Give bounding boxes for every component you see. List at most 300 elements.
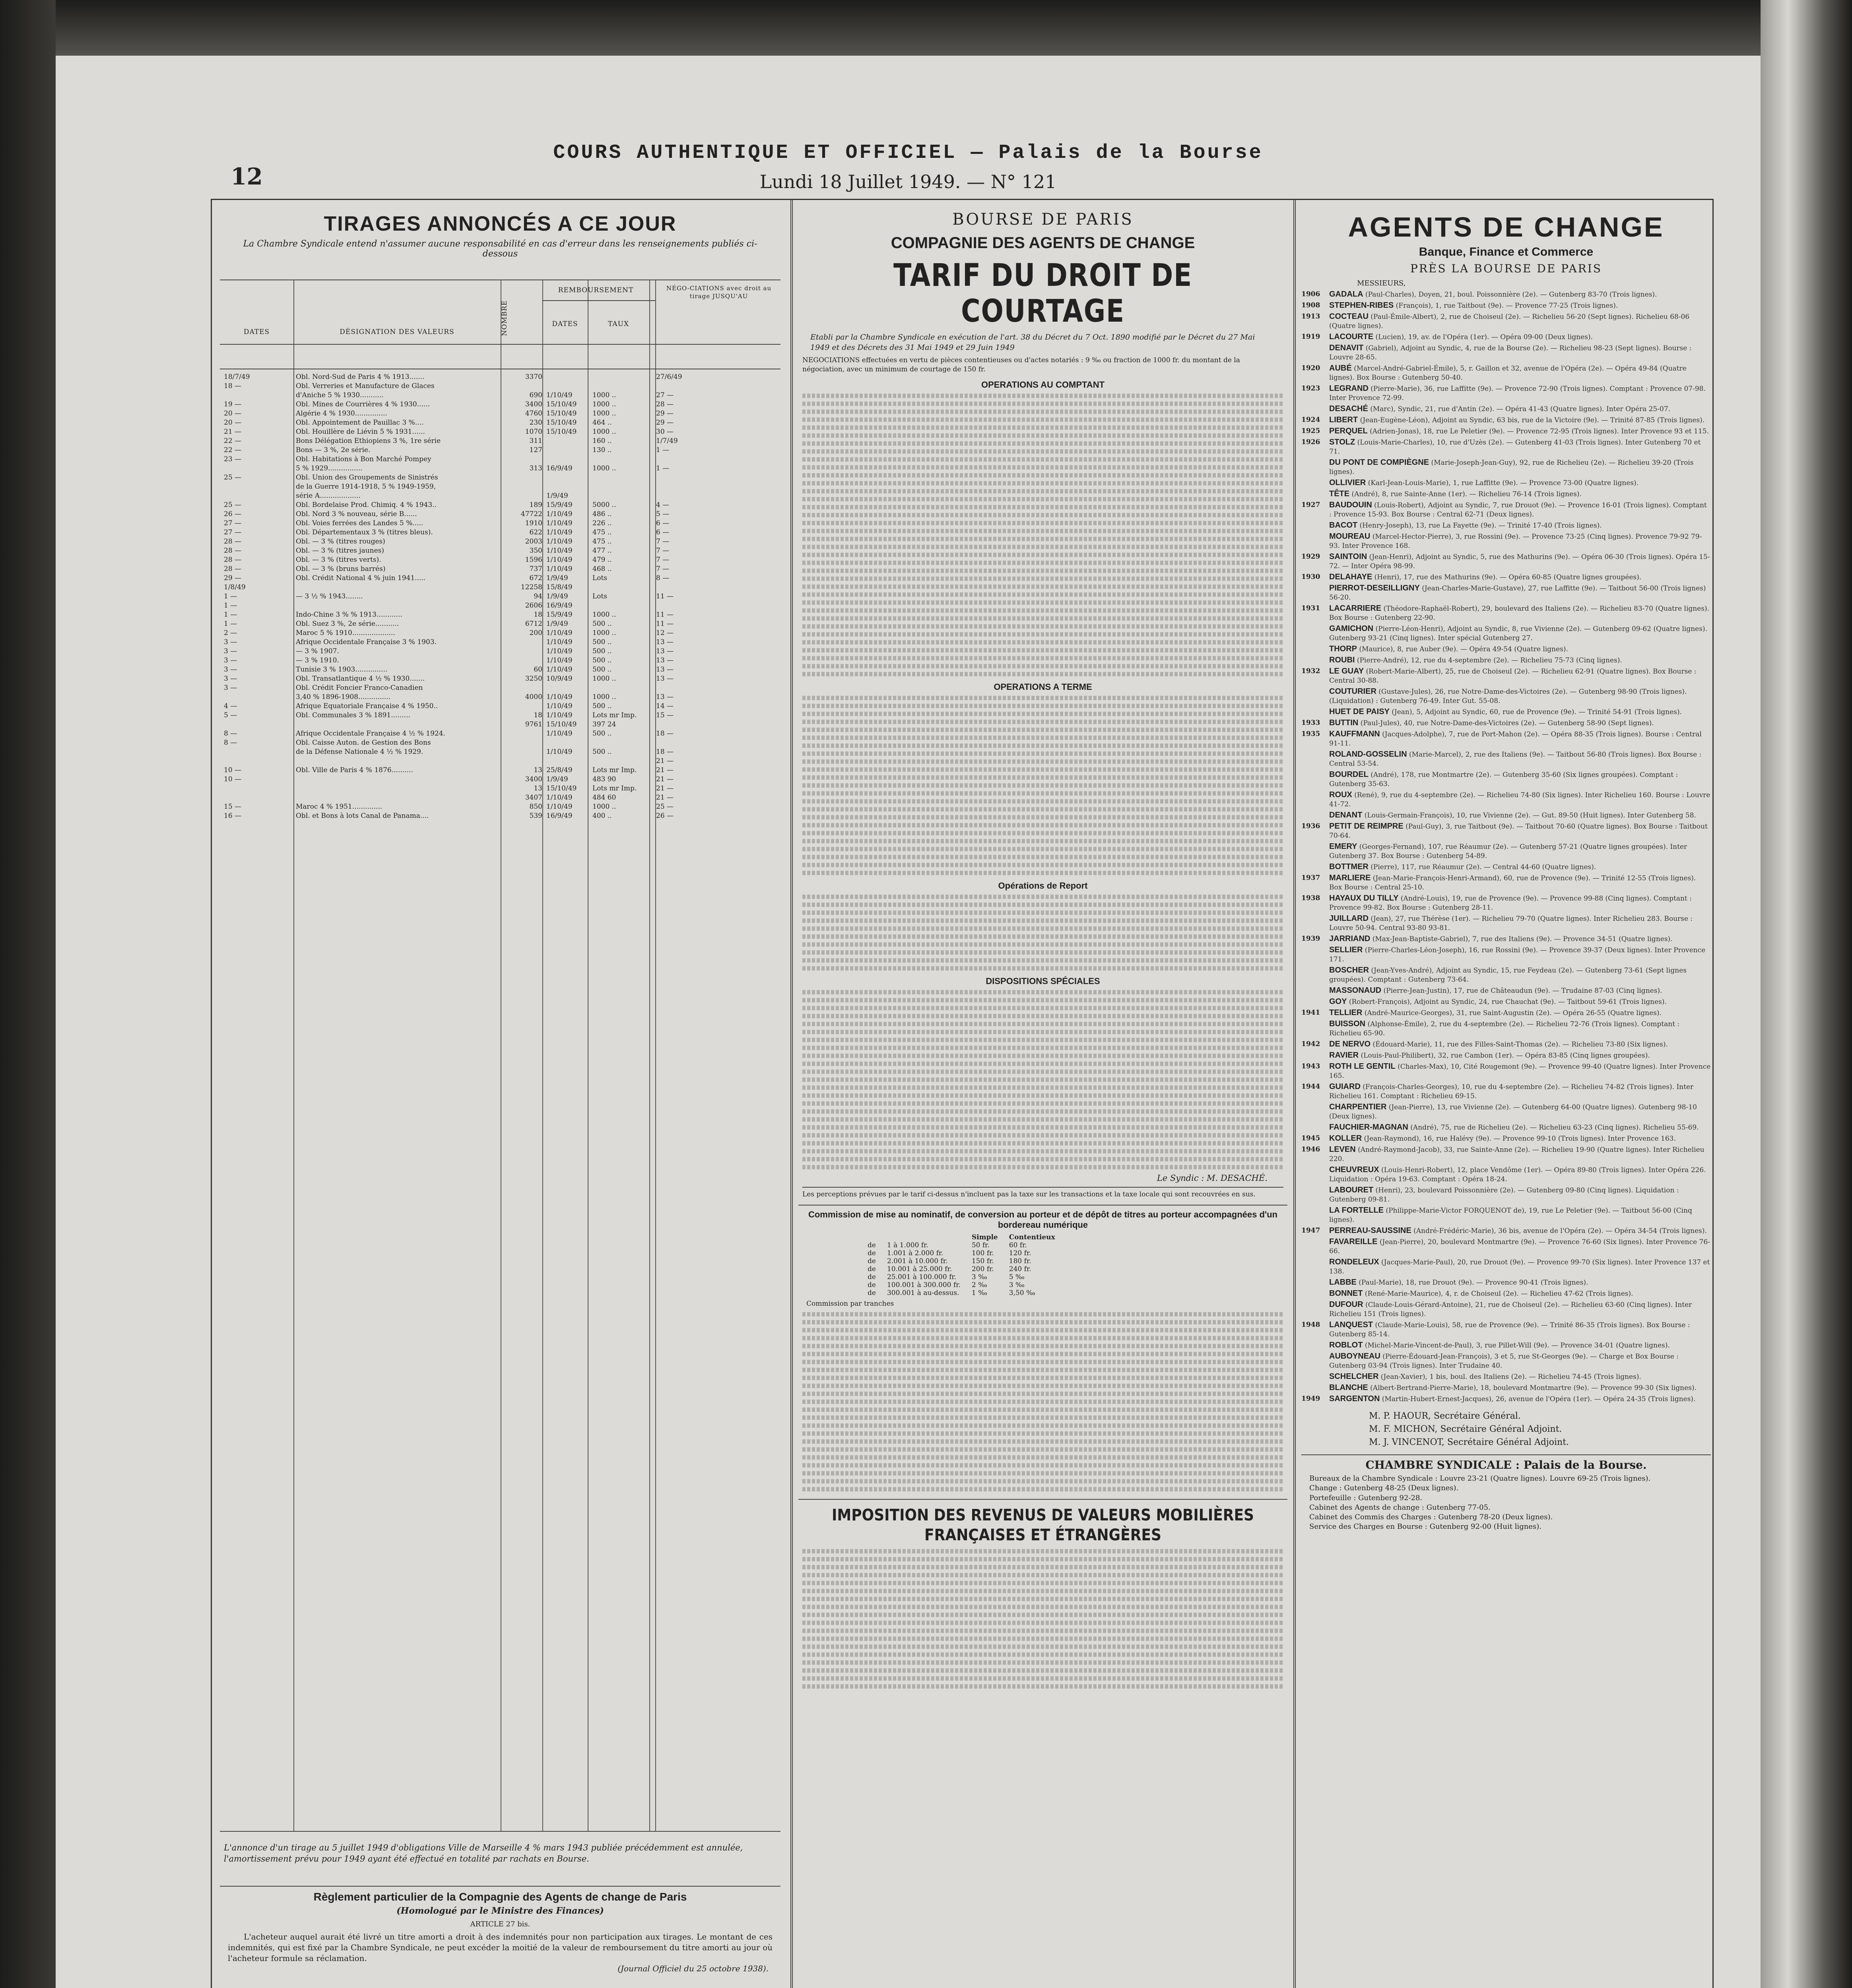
table-cell: 500 .. <box>592 702 612 710</box>
table-cell: Obl. Houillère de Liévin 5 % 1931...... <box>296 428 425 436</box>
table-row <box>220 683 780 693</box>
agent-year <box>1301 1300 1329 1319</box>
agent-details: (Paul-Charles), Doyen, 21, boul. Poissonnière (2e). — Gutenberg 83-70 (Trois lignes). <box>1363 291 1657 299</box>
agent-year <box>1301 986 1329 996</box>
agent-name: MARLIERE <box>1329 874 1371 882</box>
table-cell: Obl. Transatlantique 4 ½ % 1930....... <box>296 675 425 683</box>
table-cell: 468 .. <box>592 565 612 573</box>
table-cell: 25/8/49 <box>546 766 573 774</box>
commission-cell: 120 fr. <box>1009 1249 1031 1258</box>
agent-body <box>1329 552 1711 571</box>
table-cell: 21 — <box>224 428 242 436</box>
table-cell: 21 — <box>656 794 674 802</box>
table-row <box>220 491 780 501</box>
table-row <box>220 647 780 656</box>
table-cell: 23 — <box>224 455 242 463</box>
table-cell <box>501 491 544 501</box>
table-cell: Obl. Bordelaise Prod. Chimiq. 4 % 1943.. <box>296 501 437 509</box>
table-cell <box>501 473 544 482</box>
agent-body <box>1329 573 1711 582</box>
table-cell: Obl. — 3 % (titres verts). <box>296 556 381 564</box>
table-cell: 27 — <box>224 519 242 527</box>
table-cell: 16/9/49 <box>546 812 573 820</box>
agent-year: 1944 <box>1301 1083 1320 1091</box>
agent-body <box>1329 770 1711 789</box>
table-cell: 8 — <box>224 739 237 747</box>
agent-body <box>1329 1186 1711 1204</box>
agent-body <box>1329 874 1711 892</box>
agent-year <box>1301 1289 1329 1299</box>
agent-details: (Jacques-Adolphe), 7, rue de Port-Mahon (2e). — Opéra 88-35 (Trois lignes). Bourse : Central 91-11. <box>1329 730 1702 747</box>
content-frame <box>211 199 1714 1988</box>
agent-entry <box>1301 986 1711 996</box>
agent-entry <box>1301 966 1711 984</box>
table-cell: 28 — <box>224 556 242 564</box>
table-cell: 622 <box>529 528 542 536</box>
compagnie-title: COMPAGNIE DES AGENTS DE CHANGE <box>891 234 1195 252</box>
agent-entry <box>1301 790 1711 809</box>
agent-name: BAUDOUIN <box>1329 501 1372 509</box>
agent-year <box>1301 790 1329 809</box>
agent-name: CHEUVREUX <box>1329 1165 1379 1174</box>
agent-year: 1941 <box>1301 1009 1320 1017</box>
agent-year <box>1301 966 1329 984</box>
table-cell <box>652 473 712 482</box>
table-row <box>220 629 780 638</box>
agent-details: (Pierre-Charles-Léon-Joseph), 16, rue Rossini (9e). — Provence 39-37 (Deux lignes). Inter Provence 171. <box>1329 946 1706 963</box>
table-cell: 397 24 <box>592 720 616 728</box>
table-row <box>220 665 780 674</box>
agent-body <box>1329 1320 1711 1339</box>
agent-body <box>1329 750 1711 769</box>
table-cell: 1/10/49 <box>546 730 573 738</box>
agent-body <box>1329 790 1711 809</box>
reglement-section <box>220 1886 780 1973</box>
agent-body <box>1329 301 1711 311</box>
agent-entry <box>1301 404 1711 414</box>
agent-details: (Jean), 27, rue Thérèse (1er). — Richelieu 79-70 (Quatre lignes). Inter Richelieu 283. Bourse : Louvre 50-94. Central 93-80 93-81. <box>1329 915 1693 932</box>
table-cell: Afrique Occidentale Française 4 ½ % 1924. <box>296 730 445 738</box>
agent-details: (Jean), 5, Adjoint au Syndic, 60, rue de Provence (9e). — Trinité 54-91 (Trois lignes). <box>1389 708 1682 716</box>
agent-details: (Pierre-André), 12, rue du 4-septembre (2e). — Richelieu 75-73 (Cinq lignes). <box>1355 656 1622 664</box>
imposition-title: IMPOSITION DES REVENUS DE VALEURS MOBILIÈRES FRANÇAISES ET ÉTRANGÈRES <box>832 1506 1254 1545</box>
agent-year: 1946 <box>1301 1145 1320 1153</box>
agent-entry <box>1301 811 1711 820</box>
agent-body <box>1329 997 1711 1007</box>
agent-details: (Paul-Guy), 3, rue Taitbout (9e). — Taitbout 70-60 (Quatre lignes). Box Bourse : Taitbout 70-64. <box>1329 823 1708 840</box>
agent-entry <box>1301 415 1711 425</box>
tirages-note: La Chambre Syndicale entend n'assumer aucune responsabilité en cas d'erreur dans les renseignements publiés ci-dessous <box>243 239 757 259</box>
newspaper-page <box>56 56 1761 1988</box>
agent-year <box>1301 707 1329 717</box>
table-cell: 2 — <box>224 629 237 637</box>
agent-body <box>1329 521 1711 530</box>
table-cell: 313 <box>529 464 542 472</box>
agent-name: LA FORTELLE <box>1329 1206 1384 1215</box>
agent-details: (Pierre-Jean-Justin), 17, rue de Châteaudun (9e). — Trudaine 87-03 (Cinq lignes). <box>1381 987 1662 995</box>
table-row <box>220 601 780 610</box>
agent-body <box>1329 667 1711 685</box>
table-cell: 21 — <box>656 757 674 765</box>
table-cell: 1000 .. <box>592 410 616 417</box>
table-cell: 21 — <box>656 784 674 792</box>
agent-year <box>1301 862 1329 872</box>
agent-name: JUILLARD <box>1329 914 1369 923</box>
agent-name: DESACHÉ <box>1329 404 1368 413</box>
table-cell <box>590 738 652 747</box>
table-cell: 1/10/49 <box>546 666 573 674</box>
table-cell: 850 <box>529 803 542 811</box>
agent-details: (Louis-Germain-François), 10, rue Vivienne (2e). — Gut. 89-50 (Huit lignes). Inter Gutenberg 58. <box>1362 812 1696 819</box>
table-cell <box>220 784 293 793</box>
commission-cell: 100.001 à 300.000 fr. <box>887 1281 961 1289</box>
agent-name: SARGENTON <box>1329 1394 1380 1403</box>
agent-name: COCTEAU <box>1329 312 1369 321</box>
agent-entry <box>1301 458 1711 477</box>
table-cell: 13 <box>534 784 542 792</box>
comptant-text-block <box>802 394 1283 676</box>
agent-name: LANQUEST <box>1329 1320 1373 1329</box>
commission-cell: 60 fr. <box>1009 1241 1027 1250</box>
agent-entry <box>1301 1226 1711 1236</box>
table-cell: 464 .. <box>592 419 612 427</box>
table-cell: 1000 .. <box>592 611 616 619</box>
table-cell <box>590 491 652 501</box>
table-cell: 6 — <box>656 528 670 536</box>
agent-year: 1949 <box>1301 1395 1320 1403</box>
table-cell: 130 .. <box>592 446 612 454</box>
agent-details: (Lucien), 19, av. de l'Opéra (1er). — Opéra 09-00 (Deux lignes). <box>1373 333 1593 341</box>
table-row <box>220 638 780 647</box>
table-cell: série A................... <box>296 492 361 500</box>
agent-entry <box>1301 1372 1711 1382</box>
table-row <box>220 583 780 592</box>
table-cell: 5 — <box>224 711 237 719</box>
reglement-article: ARTICLE 27 bis. <box>470 1920 530 1928</box>
table-cell: 16/9/49 <box>546 602 573 610</box>
table-cell: 1 — <box>224 620 237 628</box>
table-row <box>220 382 780 391</box>
table-cell: 3 — <box>224 666 237 674</box>
agent-year: 1929 <box>1301 553 1320 561</box>
table-cell: Lots mr Imp. <box>592 766 637 774</box>
commission-header-cell <box>862 1233 881 1241</box>
agent-details: (André), 75, rue de Richelieu (2e). — Richelieu 63-23 (Cinq lignes). Richelieu 55-69. <box>1408 1124 1699 1132</box>
table-cell <box>220 720 293 729</box>
speciales-text-block <box>802 990 1283 1169</box>
table-row <box>220 455 780 464</box>
agent-entry <box>1301 501 1711 519</box>
agents-column <box>1297 200 1715 1988</box>
table-cell: 15/9/49 <box>546 611 573 619</box>
agent-body <box>1329 811 1711 820</box>
agent-body <box>1329 656 1711 665</box>
agent-entry <box>1301 478 1711 488</box>
table-cell <box>501 747 544 757</box>
table-cell: 500 .. <box>592 730 612 738</box>
table-cell <box>590 382 652 391</box>
agent-name: MOUREAU <box>1329 532 1371 541</box>
table-cell: Lots mr Imp. <box>592 711 637 719</box>
report-text-block <box>802 895 1283 971</box>
table-cell: 12 — <box>656 629 674 637</box>
table-cell: 5 — <box>656 510 670 518</box>
agent-name: GAMICHON <box>1329 624 1374 633</box>
agent-details: (Georges-Fernand), 107, rue Réaumur (2e). — Gutenberg 57-21 (Quatre lignes groupées). Inter Gutenberg 37. Box Bourse : Gutenberg 54-89. <box>1329 843 1687 860</box>
table-row <box>220 757 780 766</box>
table-cell: 25 — <box>224 474 242 481</box>
table-cell: 13 — <box>656 675 674 683</box>
commission-cell: 5 ‰ <box>1009 1273 1025 1281</box>
commission-cell: 240 fr. <box>1009 1265 1031 1274</box>
agent-entry <box>1301 862 1711 872</box>
table-row <box>220 555 780 565</box>
agent-name: BONNET <box>1329 1289 1363 1298</box>
table-row <box>220 592 780 601</box>
agent-entry <box>1301 384 1711 403</box>
table-cell <box>293 720 501 729</box>
table-row <box>220 693 780 702</box>
agent-year: 1935 <box>1301 730 1320 738</box>
agent-entry <box>1301 842 1711 861</box>
agent-year: 1948 <box>1301 1321 1320 1329</box>
table-cell: 26 — <box>656 812 674 820</box>
table-cell: Obl. Suez 3 %, 2e série........... <box>296 620 399 628</box>
table-cell <box>220 464 293 473</box>
table-cell: 1/10/49 <box>546 711 573 719</box>
table-cell: Obl. Habitations à Bon Marché Pompey <box>296 455 431 463</box>
table-row <box>220 674 780 683</box>
table-cell: 1/10/49 <box>546 556 573 564</box>
table-cell: Obl. Mines de Courrières 4 % 1930...... <box>296 400 430 408</box>
table-cell: 127 <box>529 446 542 454</box>
agent-year: 1943 <box>1301 1062 1320 1070</box>
table-cell: de la Guerre 1914-1918, 5 % 1949-1959, <box>296 483 436 491</box>
agent-entry <box>1301 332 1711 342</box>
table-cell: 18 — <box>656 730 674 738</box>
agent-body <box>1329 489 1711 499</box>
agent-entry <box>1301 1237 1711 1256</box>
agent-year: 1913 <box>1301 313 1320 320</box>
agent-year <box>1301 687 1329 706</box>
agent-entry <box>1301 1062 1711 1081</box>
agent-name: KAUFFMANN <box>1329 730 1380 738</box>
table-cell: — 3 % 1907. <box>296 647 339 655</box>
table-cell: 500 .. <box>592 666 612 674</box>
agent-name: THORP <box>1329 645 1357 653</box>
table-cell <box>220 793 293 802</box>
agent-year: 1927 <box>1301 501 1320 509</box>
table-cell: 1 — <box>224 592 237 600</box>
agent-details: (André-Maurice-Georges), 31, rue Saint-Augustin (2e). — Opéra 26-55 (Quatre lignes). <box>1362 1009 1662 1017</box>
agent-entry <box>1301 1145 1711 1164</box>
table-cell: 9761 <box>525 720 542 728</box>
table-cell: 5000 .. <box>592 501 616 509</box>
table-cell: 1000 .. <box>592 464 616 472</box>
section-comptant: OPERATIONS AU COMPTANT <box>981 380 1105 390</box>
agent-details: (Théodore-Raphaël-Robert), 29, boulevard des Italiens (2e). — Richelieu 83-70 (Quatre lignes). Box Bourse : Gutenberg 22-90. <box>1329 605 1710 622</box>
table-cell: 47722 <box>520 510 542 518</box>
agent-year <box>1301 344 1329 362</box>
agent-name: ROTH LE GENTIL <box>1329 1062 1396 1071</box>
agent-details: (Claude-Marie-Louis), 58, rue de Provence (9e). — Trinité 86-35 (Trois lignes). Box Bourse : Gutenberg 85-14. <box>1329 1321 1690 1338</box>
agent-details: (Pierre-Léon-Henri), Adjoint au Syndic, 8, rue Vivienne (2e). — Gutenberg 09-62 (Quatre lignes). Gutenberg 93-21 (Cinq lignes). Inter spécial Gutenberg 27. <box>1329 625 1708 642</box>
table-row <box>220 812 780 821</box>
agent-body <box>1329 966 1711 984</box>
header-negociations: NÉGO-CIATIONS avec droit au tirage JUSQU'AU <box>666 285 772 300</box>
table-cell: Obl. Départementaux 3 % (titres bleus). <box>296 528 433 536</box>
table-row <box>220 546 780 555</box>
table-cell: 1000 .. <box>592 675 616 683</box>
agent-name: AUBÉ <box>1329 364 1352 373</box>
table-cell: 672 <box>529 574 542 582</box>
agent-year: 1919 <box>1301 333 1320 341</box>
agent-entry <box>1301 1040 1711 1049</box>
agent-entry <box>1301 1051 1711 1060</box>
commission-cell: 3 ‰ <box>1009 1281 1025 1289</box>
agent-year <box>1301 1103 1329 1121</box>
agent-entry <box>1301 874 1711 892</box>
agent-details: (René), 9, rue du 4-septembre (2e). — Richelieu 74-80 (Six lignes). Inter Richelieu 160. Bourse : Louvre 41-72. <box>1329 791 1710 808</box>
agent-name: PETIT DE REIMPRE <box>1329 822 1404 831</box>
table-row <box>220 409 780 418</box>
commission-cell: de <box>868 1281 876 1289</box>
table-cell: 13 — <box>656 666 674 674</box>
agent-year <box>1301 750 1329 769</box>
agent-name: TÊTE <box>1329 489 1350 498</box>
scan-border-top <box>56 0 1761 56</box>
agent-year: 1938 <box>1301 894 1320 902</box>
agent-year <box>1301 945 1329 964</box>
agent-entry <box>1301 624 1711 643</box>
table-cell <box>590 473 652 482</box>
table-cell: 25 — <box>224 501 242 509</box>
agent-entry <box>1301 1103 1711 1121</box>
header-dates: DATES <box>243 328 270 336</box>
agent-details: (Jean-Yves-André), Adjoint au Syndic, 15, rue Feydeau (2e). — Gutenberg 73-61 (Sept lignes groupées). Comptant : Gutenberg 73-64. <box>1329 967 1687 984</box>
agent-entry <box>1301 364 1711 382</box>
agent-entry <box>1301 750 1711 769</box>
table-cell: 1000 .. <box>592 693 616 701</box>
table-cell: 4 — <box>656 501 670 509</box>
table-cell: 15/10/49 <box>546 428 577 436</box>
table-cell: 1070 <box>525 428 542 436</box>
table-row <box>220 537 780 546</box>
table-cell: 15/9/49 <box>546 501 573 509</box>
agent-details: (Paul-Émile-Albert), 2, rue de Choiseul (2e). — Richelieu 56-20 (Sept lignes). Richelieu 68-06 (Quatre lignes). <box>1329 313 1690 330</box>
agent-details: (Marie-Joseph-Jean-Guy), 92, rue de Richelieu (2e). — Richelieu 39-20 (Trois lignes). <box>1329 459 1694 476</box>
table-cell: 27 — <box>224 528 242 536</box>
section-terme: OPERATIONS A TERME <box>994 682 1092 692</box>
agent-entry <box>1301 1123 1711 1132</box>
agent-entry <box>1301 489 1711 499</box>
reglement-subtitle: (Homologué par le Ministre des Finances) <box>396 1906 604 1916</box>
agent-entry <box>1301 894 1711 912</box>
agents-title: AGENTS DE CHANGE <box>1348 212 1664 243</box>
commission-cell: 1 à 1.000 fr. <box>887 1241 928 1250</box>
agent-year: 1923 <box>1301 384 1320 392</box>
agent-details: (Jean-Pierre), 20, boulevard Montmartre (9e). — Provence 76-60 (Six lignes). Inter Provence 76-66. <box>1329 1238 1710 1255</box>
gazette-title: COURS AUTHENTIQUE ET OFFICIEL — Palais de la Bourse <box>553 142 1263 164</box>
table-cell: 5 % 1929................ <box>296 464 363 472</box>
commission-cell: 3 ‰ <box>971 1273 987 1281</box>
agent-name: BLANCHE <box>1329 1383 1368 1392</box>
table-cell: 1/10/49 <box>546 693 573 701</box>
table-cell <box>293 775 501 784</box>
agent-body <box>1329 934 1711 944</box>
agent-name: MASSONAUD <box>1329 986 1382 995</box>
commission-cell: 180 fr. <box>1009 1257 1031 1266</box>
agent-details: (Édouard-Marie), 11, rue des Filles-Saint-Thomas (2e). — Richelieu 73-80 (Six lignes). <box>1371 1041 1668 1048</box>
agent-details: (Charles-Max), 10, Cité Rougemont (9e). — Provence 99-40 (Quatre lignes). Inter Provence 165. <box>1329 1063 1711 1080</box>
table-cell <box>220 491 293 501</box>
reglement-source: (Journal Officiel du 25 octobre 1938). <box>617 1964 769 1973</box>
agent-entry <box>1301 312 1711 331</box>
agent-year: 1947 <box>1301 1227 1320 1235</box>
table-cell: 1/10/49 <box>546 656 573 664</box>
table-row <box>220 528 780 537</box>
table-cell: 1/7/49 <box>656 437 678 445</box>
agent-body <box>1329 707 1711 717</box>
table-cell: Obl. Voies ferrées des Landes 5 %..... <box>296 519 423 527</box>
agent-body <box>1329 1165 1711 1184</box>
agent-entry <box>1301 934 1711 944</box>
table-cell <box>220 747 293 757</box>
commission-title: Commission de mise au nominatif, de conversion au porteur et de dépôt de titres au porteur accompagnées d'un bordereau numérique <box>808 1209 1277 1230</box>
table-cell: 3 — <box>224 656 237 664</box>
table-row <box>220 720 780 729</box>
agent-year <box>1301 842 1329 861</box>
agent-entry <box>1301 997 1711 1007</box>
table-cell: 500 .. <box>592 748 612 756</box>
table-row <box>220 391 780 400</box>
table-cell <box>501 482 544 491</box>
table-cell: 1/10/49 <box>546 528 573 536</box>
table-cell: Obl. Verreries et Manufacture de Glaces <box>296 382 435 390</box>
table-cell <box>590 757 652 766</box>
agent-details: (Jean-Eugène-Léon), Adjoint au Syndic, 63 bis, rue de la Victoire (9e). — Trinité 87-85 (Trois lignes). <box>1358 416 1705 424</box>
table-row <box>220 510 780 519</box>
commission-cell: de <box>868 1289 876 1297</box>
agent-body <box>1329 1103 1711 1121</box>
table-cell: 500 .. <box>592 620 612 628</box>
table-row <box>220 775 780 784</box>
agent-entry <box>1301 1019 1711 1038</box>
agent-year <box>1301 1237 1329 1256</box>
agent-body <box>1329 415 1711 425</box>
agent-year: 1908 <box>1301 301 1320 309</box>
commission-cell: 1 ‰ <box>971 1289 987 1297</box>
agent-entry <box>1301 1186 1711 1204</box>
agent-name: OLLIVIER <box>1329 478 1366 487</box>
table-cell <box>652 601 712 610</box>
chambre-title: CHAMBRE SYNDICALE : Palais de la Bourse. <box>1365 1458 1647 1472</box>
table-cell: Indo-Chine 3 % % 1913............ <box>296 611 402 619</box>
agent-year <box>1301 521 1329 530</box>
agent-details: (Jean-Marie-François-Henri-Armand), 60, rue de Provence (9e). — Trinité 12-55 (Trois lignes). Box Bourse : Central 25-10. <box>1329 874 1696 891</box>
table-cell: Obl. — 3 % (titres jaunes) <box>296 547 384 555</box>
agent-details: (Jean-Raymond), 16, rue Halévy (9e). — Provence 99-10 (Trois lignes). Inter Provence 163. <box>1362 1135 1676 1143</box>
agent-year <box>1301 1352 1329 1371</box>
agent-entry <box>1301 1352 1711 1371</box>
agent-body <box>1329 1062 1711 1081</box>
agent-body <box>1329 1019 1711 1038</box>
agent-body <box>1329 312 1711 331</box>
agent-details: (André-Frédéric-Marie), 36 bis, avenue de l'Opéra (2e). — Opéra 34-54 (Trois lignes). <box>1411 1227 1707 1235</box>
table-cell: 22 — <box>224 446 242 454</box>
agent-year <box>1301 478 1329 488</box>
agent-body <box>1329 532 1711 551</box>
